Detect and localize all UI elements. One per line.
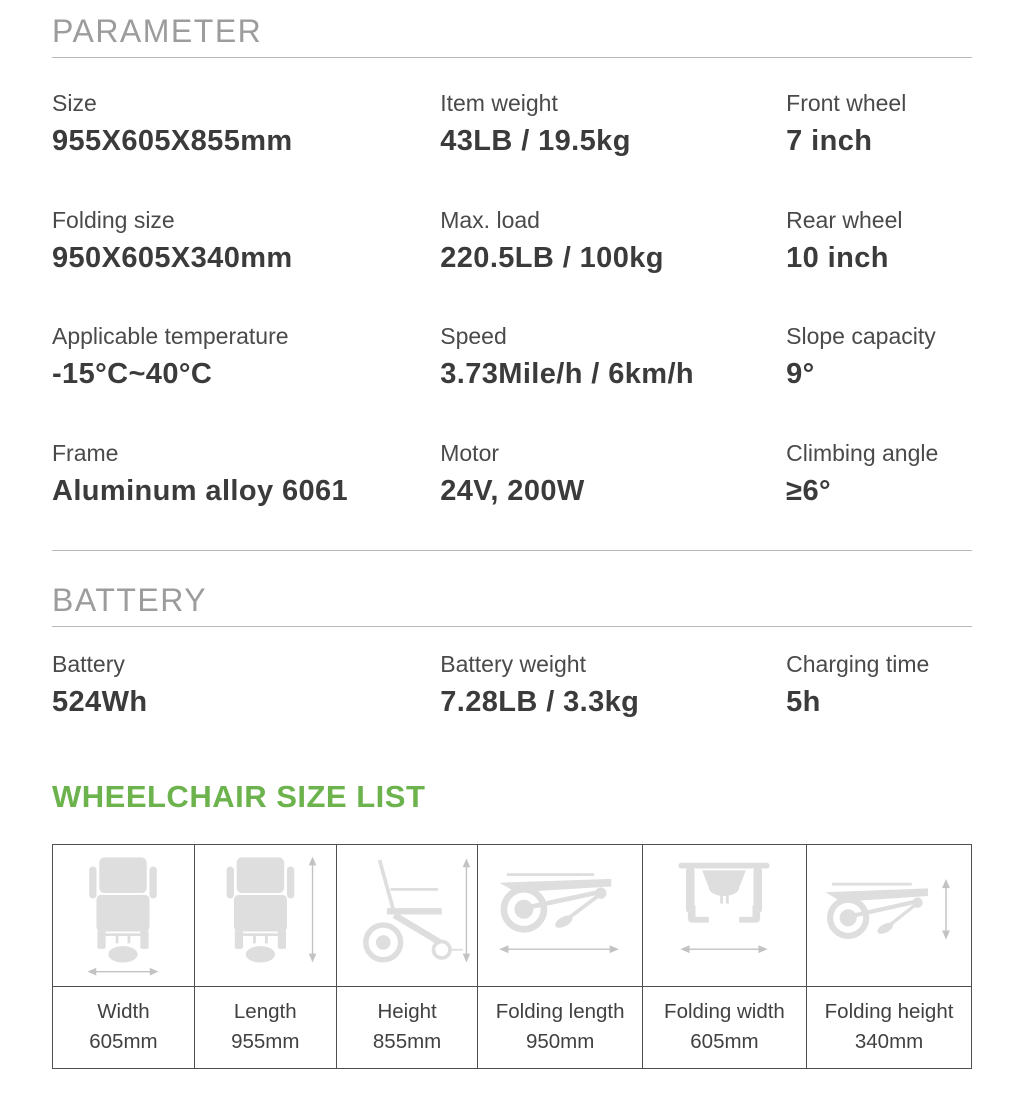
wheelchair-folded-height-icon <box>813 847 965 983</box>
dimension-label: Length <box>233 1000 297 1024</box>
spec-item-size <box>52 89 440 159</box>
spec-value: Aluminum alloy 6061 <box>52 474 349 507</box>
spec-label: Front wheel <box>786 90 907 117</box>
spec-value: 7 inch <box>786 125 873 158</box>
spec-item-max-load <box>440 206 786 276</box>
spec-value: 950X605X340mm <box>52 241 293 274</box>
spec-label: Climbing angle <box>786 440 939 467</box>
spec-label: Charging time <box>786 650 930 677</box>
size-table-icon-cell <box>337 845 479 987</box>
dimension-value: 605mm <box>690 1030 759 1054</box>
dimension-value: 855mm <box>372 1030 442 1054</box>
dimension-label: Folding width <box>664 1000 785 1024</box>
size-table-icon-cell <box>195 845 337 987</box>
wheelchair-top-view-length-icon <box>201 847 329 983</box>
size-table-label-cell <box>53 987 195 1068</box>
spec-label: Item weight <box>440 90 558 117</box>
wheelchair-top-view-width-icon <box>59 847 187 983</box>
spec-label: Speed <box>440 323 507 350</box>
spec-item-speed <box>440 322 786 392</box>
spec-value: 5h <box>786 685 821 718</box>
dimension-label: Width <box>97 1000 150 1024</box>
size-table-label-cell <box>195 987 337 1068</box>
spec-item-rear-wheel <box>786 206 972 276</box>
spec-item-front-wheel <box>786 89 972 159</box>
spec-label: Frame <box>52 440 119 467</box>
size-table-icon-cell <box>478 845 642 987</box>
spec-label: Rear wheel <box>786 206 903 233</box>
spec-label: Battery <box>52 650 125 677</box>
parameter-section-title: PARAMETER <box>52 13 263 49</box>
battery-section-title: BATTERY <box>52 581 208 618</box>
spec-label: Slope capacity <box>786 323 936 350</box>
spec-item-frame <box>52 439 440 509</box>
spec-value: ≥6° <box>786 474 831 507</box>
dimension-value: 340mm <box>854 1030 924 1054</box>
size-table-label-cell <box>807 987 971 1068</box>
spec-label: Applicable temperature <box>52 323 289 350</box>
spec-value: 7.28LB / 3.3kg <box>440 685 640 718</box>
spec-item-item-weight <box>440 89 786 159</box>
spec-value: 220.5LB / 100kg <box>440 241 664 274</box>
size-table-icon-cell <box>807 845 971 987</box>
spec-item-applicable-temperature <box>52 322 440 392</box>
dimension-label: Folding height <box>824 1000 954 1024</box>
size-table-icon-cell <box>643 845 807 987</box>
size-table-label-cell <box>337 987 479 1068</box>
spec-label: Battery weight <box>440 650 586 677</box>
spec-item-charging-time <box>786 650 972 720</box>
battery-grid <box>52 627 972 720</box>
spec-item-battery <box>52 650 440 720</box>
spec-label: Motor <box>440 440 500 467</box>
spec-item-battery-weight <box>440 650 786 720</box>
spec-value: -15°C~40°C <box>52 358 213 391</box>
spec-item-climbing-angle <box>786 439 972 509</box>
wheelchair-side-view-height-icon <box>343 847 471 983</box>
spec-value: 524Wh <box>52 685 148 718</box>
spec-value: 43LB / 19.5kg <box>440 125 631 158</box>
spec-label: Folding size <box>52 206 175 233</box>
size-list-title: WHEELCHAIR SIZE LIST <box>52 778 426 814</box>
dimension-label: Height <box>377 1000 437 1024</box>
wheelchair-folded-length-icon <box>484 847 636 983</box>
battery-section <box>52 551 972 720</box>
size-table <box>52 844 972 1069</box>
spec-value: 9° <box>786 358 815 391</box>
spec-label: Size <box>52 90 97 117</box>
spec-value: 955X605X855mm <box>52 125 293 158</box>
dimension-label: Folding length <box>495 1000 625 1024</box>
spec-value: 3.73Mile/h / 6km/h <box>440 358 695 391</box>
size-table-label-cell <box>643 987 807 1068</box>
parameter-grid <box>52 58 972 549</box>
dimension-value: 605mm <box>89 1030 158 1054</box>
spec-item-motor <box>440 439 786 509</box>
parameter-section <box>52 0 972 551</box>
spec-label: Max. load <box>440 206 540 233</box>
spec-item-slope-capacity <box>786 322 972 392</box>
spec-value: 10 inch <box>786 241 889 274</box>
dimension-value: 955mm <box>231 1030 300 1054</box>
size-list-section <box>52 780 972 1069</box>
spec-value: 24V, 200W <box>440 474 585 507</box>
size-table-icon-cell <box>53 845 195 987</box>
spec-item-folding-size <box>52 206 440 276</box>
dimension-value: 950mm <box>525 1030 595 1054</box>
size-table-label-cell <box>478 987 642 1068</box>
wheelchair-folded-width-icon <box>648 847 800 983</box>
